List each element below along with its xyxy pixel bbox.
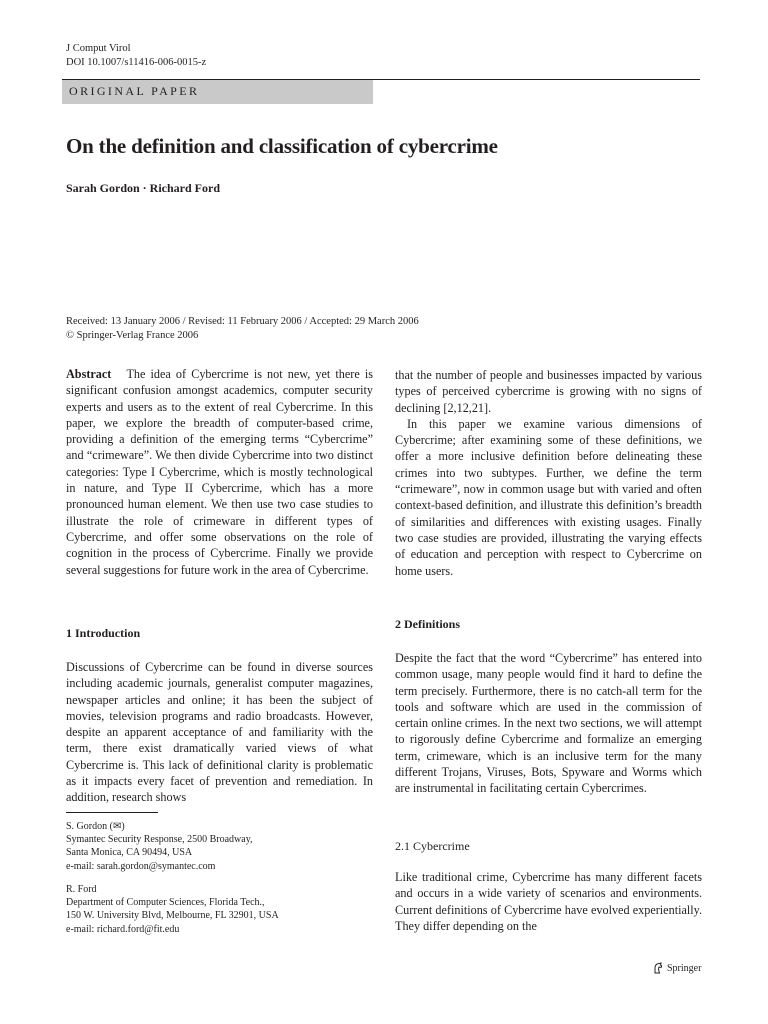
abstract-label: Abstract	[66, 367, 112, 381]
affiliation-line: 150 W. University Blvd, Melbourne, FL 32901, USA	[66, 910, 279, 922]
copyright: © Springer-Verlag France 2006	[66, 330, 199, 341]
subsection-cybercrime-heading: 2.1 Cybercrime	[395, 839, 470, 853]
footnote-rule	[66, 812, 158, 813]
publisher-mark	[652, 962, 701, 974]
cybercrime-paragraph: Like traditional crime, Cybercrime has many different facets and occurs in a wide variety of scenarios and environments. Current definitions of Cybercrime have evolved experientially. They differ depending on the	[395, 870, 702, 933]
affiliation-email: e-mail: sarah.gordon@symantec.com	[66, 860, 216, 872]
article-type-banner	[62, 80, 373, 104]
publisher-name: Springer	[667, 962, 702, 974]
journal-name: J Comput Virol	[66, 43, 131, 54]
article-dates	[66, 315, 419, 343]
introduction-paragraph: Discussions of Cybercrime can be found in diverse sources including academic journals, generalist computer magazines, newspaper articles and online; it has been the subject of movies, television programs and radio broadcasts. However, despite an apparent acceptance of and familiarity with the term, there exist dramatically varied views of what Cybercrime is. This lack of definitional clarity is problematic as it impacts every facet of prevention and remediation. In addition, research shows	[66, 660, 373, 805]
doi: DOI 10.1007/s11416-006-0015-z	[66, 57, 207, 68]
intro-continued-paragraph: that the number of people and businesses impacted by various types of perceived cybercrime is growing with no signs of declining [2,12,21].	[395, 368, 702, 415]
affiliation-line: R. Ford	[66, 884, 97, 895]
received-dates: Received: 13 January 2006 / Revised: 11 February 2006 / Accepted: 29 March 2006	[66, 316, 419, 327]
article-type-label: ORIGINAL PAPER	[69, 84, 200, 98]
section-introduction-heading: 1 Introduction	[66, 626, 141, 640]
abstract	[66, 366, 373, 578]
affiliation-line: Symantec Security Response, 2500 Broadway,	[66, 834, 253, 846]
authors: Sarah Gordon · Richard Ford	[66, 181, 221, 195]
cybercrime-text	[395, 869, 702, 934]
affiliation-gordon	[66, 820, 253, 873]
introduction-text	[66, 659, 373, 806]
affiliation-line: Department of Computer Sciences, Florida Tech.,	[66, 897, 265, 909]
affiliation-line: S. Gordon (✉)	[66, 821, 125, 832]
affiliation-line: Santa Monica, CA 90494, USA	[66, 847, 193, 859]
affiliation-email: e-mail: richard.ford@fit.edu	[66, 923, 180, 935]
affiliation-ford	[66, 883, 279, 936]
springer-horse-icon	[652, 962, 664, 974]
definitions-text	[395, 650, 702, 797]
paper-title: On the definition and classification of cybercrime	[66, 134, 498, 158]
definitions-paragraph: Despite the fact that the word “Cybercrime” has entered into common usage, many people would find it hard to define the term precisely. Furthermore, there is no catch-all term for the tools and software which are used in the commission of certain online crimes. In the next two sections, we will attempt to rigorously define Cybercrime and formalize an emerging term, crimeware, which is an inclusive term for the many different Trojans, Viruses, Bots, Spyware and Worms which are instrumental in facilitating certain Cybercrimes.	[395, 651, 702, 796]
section-definitions-heading: 2 Definitions	[395, 617, 461, 631]
right-column-intro	[395, 367, 702, 579]
abstract-text: The idea of Cybercrime is not new, yet there is significant confusion amongst academics, computer security experts and users as to the extent of real Cybercrime. In this paper, we explore the breadth of computer-based crime, providing a definition of the emerging terms “Cybercrime” and “crimeware”. We then divide Cybercrime into two distinct categories: Type I Cybercrime, which is mostly technological in nature, and Type II Cybercrime, which has a more pronounced human element. We then use two case studies to illustrate the role of crimeware in different types of Cybercrime, and offer some observations on the role of cognition in the process of Cybercrime. Finally we provide several suggestions for future work in the area of Cybercrime.	[66, 367, 373, 577]
intro-paragraph-2: In this paper we examine various dimensions of Cybercrime; after examining some of these definitions, we offer a more inclusive definition before delineating these crimes into two subtypes. Further, we define the term “crimeware”, now in common usage but with varied and often context-based definition, and illustrate this definition’s breadth of similarities and differences with existing usages. Finally two case studies are provided, illustrating the varying effects of education and perception with respect to Cybercrime on home users.	[395, 416, 702, 578]
